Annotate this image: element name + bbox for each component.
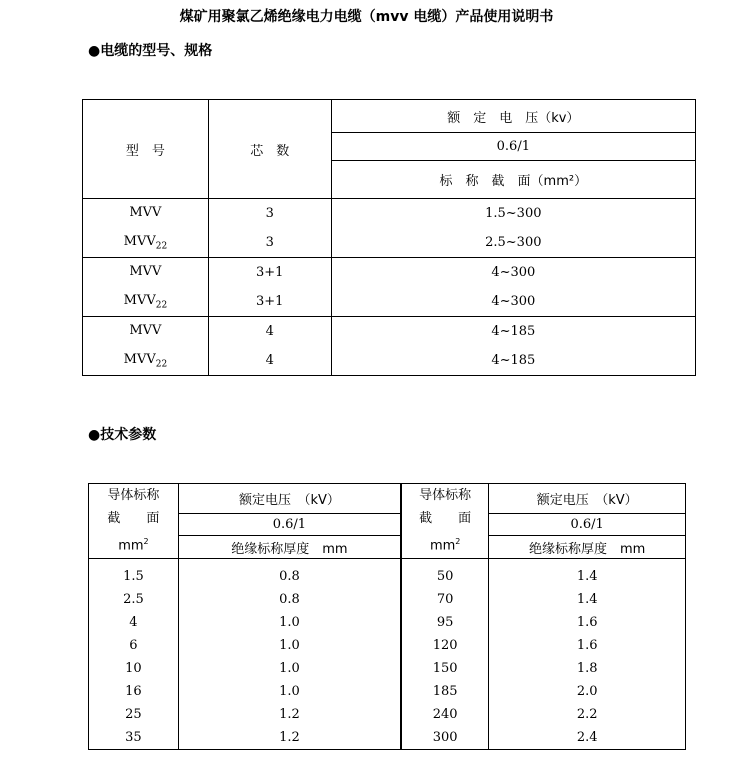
cell-thickness-left: 1.0 <box>178 657 401 680</box>
header-conductor-section-left: 导体标称 截 面 $mm^2$ <box>89 484 179 559</box>
table-row <box>89 634 686 657</box>
cell-section-left: 16 <box>125 684 142 699</box>
cell-thickness-left: 1.0 <box>178 611 401 634</box>
cell-cores: 4 <box>208 346 331 376</box>
cell-section-right: 150 <box>401 657 489 680</box>
header-cores: 芯 数 <box>208 100 331 199</box>
cell-section: 4~300 <box>331 258 695 288</box>
cell-thickness-left: 1.0 <box>178 634 401 657</box>
cell-section: 4~185 <box>331 317 695 347</box>
technical-params-table <box>88 483 686 750</box>
header-rated-voltage-right: 额定电压 （kV） <box>489 484 686 514</box>
cell-section-right: 240 <box>401 703 489 726</box>
cell-thickness-left: 1.0 <box>178 680 401 703</box>
cell-section-left: 6 <box>129 638 138 653</box>
cell-thickness-right: 2.2 <box>489 703 686 726</box>
cell-cores: 4 <box>208 317 331 347</box>
cell-section-left: 25 <box>125 707 142 722</box>
cell-model: MVV <box>83 317 209 347</box>
cell-cores: 3+1 <box>208 258 331 288</box>
model-spec-table <box>82 99 696 376</box>
cell-thickness-left: 0.8 <box>178 588 401 611</box>
cell-section-left: 4 <box>129 615 138 630</box>
cell-cores: 3 <box>208 199 331 229</box>
header-insulation-thickness-right: 绝缘标称厚度 mm <box>489 536 686 559</box>
cell-thickness-right: 1.6 <box>489 611 686 634</box>
cell-thickness-left: 1.2 <box>178 726 401 750</box>
cell-model: $MVV_{22}$ <box>83 287 209 317</box>
cell-thickness-right: 2.4 <box>489 726 686 750</box>
cell-section-left: 35 <box>125 730 142 745</box>
table-row <box>89 703 686 726</box>
header-rated-voltage: 额 定 电 压（kv） <box>331 100 695 133</box>
cell-section: 4~300 <box>331 287 695 317</box>
cell-section-left: 1.5 <box>123 569 144 584</box>
cell-model: MVV <box>83 199 209 229</box>
cell-thickness-right: 1.6 <box>489 634 686 657</box>
cell-section-right: 50 <box>401 559 489 589</box>
cell-model: MVV <box>83 258 209 288</box>
cell-section: 2.5~300 <box>331 228 695 258</box>
cell-section: 1.5~300 <box>331 199 695 229</box>
header-rated-voltage-left: 额定电压 （kV） <box>178 484 401 514</box>
cell-thickness-right: 2.0 <box>489 680 686 703</box>
cell-section-right: 70 <box>401 588 489 611</box>
cell-thickness-left: 1.2 <box>178 703 401 726</box>
header-voltage-value: 0.6/1 <box>331 133 695 161</box>
cell-section-left: 10 <box>125 661 142 676</box>
cell-section-right: 120 <box>401 634 489 657</box>
header-nominal-section: 标 称 截 面（mm²） <box>331 161 695 199</box>
cell-section-right: 95 <box>401 611 489 634</box>
cell-model: $MVV_{22}$ <box>83 228 209 258</box>
table-row <box>89 726 686 750</box>
cell-section-right: 300 <box>401 726 489 750</box>
table-row <box>89 611 686 634</box>
table-row <box>89 588 686 611</box>
cell-section: 4~185 <box>331 346 695 376</box>
table-row <box>89 657 686 680</box>
cell-thickness-right: 1.4 <box>489 588 686 611</box>
cell-cores: 3+1 <box>208 287 331 317</box>
section-heading-specs: ●电缆的型号、规格 <box>88 43 213 59</box>
cell-thickness-right: 1.4 <box>489 559 686 589</box>
cell-thickness-left: 0.8 <box>178 559 401 589</box>
cell-thickness-right: 1.8 <box>489 657 686 680</box>
voltage-value-left: 0.6/1 <box>178 514 401 536</box>
header-insulation-thickness-left: 绝缘标称厚度 mm <box>178 536 401 559</box>
voltage-value-right: 0.6/1 <box>489 514 686 536</box>
page-title: 煤矿用聚氯乙烯绝缘电力电缆（mvv 电缆）产品使用说明书 <box>179 9 554 25</box>
table-row <box>89 680 686 703</box>
table-row <box>89 559 686 589</box>
cell-cores: 3 <box>208 228 331 258</box>
header-model: 型 号 <box>83 100 209 199</box>
cell-section-left: 2.5 <box>123 592 144 607</box>
cell-model: $MVV_{22}$ <box>83 346 209 376</box>
section-heading-params: ●技术参数 <box>88 427 157 443</box>
header-conductor-section-right: 导体标称 截 面 $mm^2$ <box>401 484 489 559</box>
cell-section-right: 185 <box>401 680 489 703</box>
